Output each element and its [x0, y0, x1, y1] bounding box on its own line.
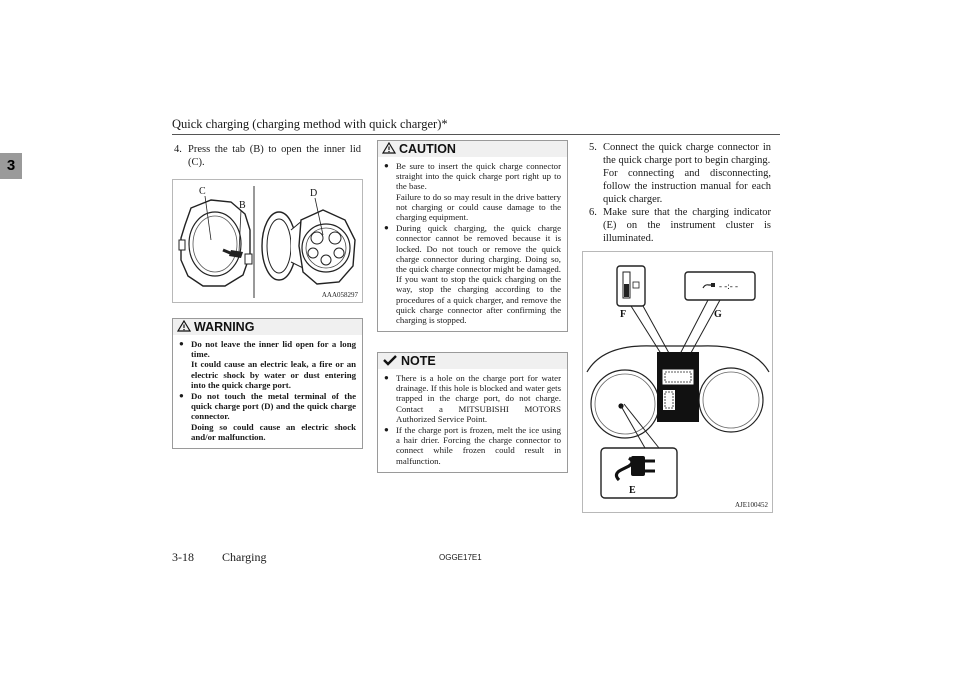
bullet-icon: ●	[384, 223, 389, 233]
label-e: E	[629, 485, 636, 496]
figure-charge-port-lid	[172, 179, 363, 303]
bullet-icon: ●	[384, 373, 389, 382]
caution-header	[378, 141, 567, 157]
chapter-tab: 3	[0, 153, 22, 179]
warning-box	[172, 318, 363, 449]
caution-item-1: ● Be sure to insert the quick charge connector straight into the quick charge port right up to the base. Failure to do so may result in the drive battery not charging or could cause damage to the charging equipment.	[384, 161, 561, 223]
label-b: B	[239, 200, 246, 211]
caution-title: CAUTION	[399, 142, 456, 156]
step-4	[174, 143, 361, 169]
warning-body	[173, 335, 362, 448]
steps-5-6	[589, 141, 771, 245]
figure-code: AJE100452	[734, 501, 768, 509]
bullet-icon: ●	[384, 425, 389, 435]
warning-item-2: ● Do not touch the metal terminal of the quick charge port (D) and the quick charge connector. Doing so could cause an electric shock and/or malfunction.	[179, 391, 356, 442]
warning-title: WARNING	[194, 320, 255, 334]
label-g: G	[714, 309, 722, 320]
warning-triangle-icon	[177, 320, 191, 335]
label-d: D	[310, 188, 318, 199]
note-item-1: ● There is a hole on the charge port for water drainage. If this hole is blocked and water gets trapped in the charge port, do not charge. Contact a MITSUBISHI MOTORS Authorized Service Point.	[384, 373, 561, 424]
caution-box	[377, 140, 568, 332]
cluster-illustration	[583, 252, 772, 512]
caution-item-2: ● During quick charging, the quick charge connector cannot be removed because it is locked. Do not touch or remove the quick charge connector during charging. Doing so, the quick charge connector might be damaged. If you want to stop the quick charging on the way, stop the charging according to the procedures of a quick charger, and remove the quick charge connector after confirming the charging is stopped.	[384, 223, 561, 326]
caution-body	[378, 157, 567, 331]
warning-header	[173, 319, 362, 335]
running-header: Quick charging (charging method with quick charger)*	[172, 117, 448, 131]
step-number: 5.	[589, 142, 597, 153]
step-6	[589, 206, 771, 245]
document-code: OGGE17E1	[439, 553, 482, 562]
label-f: F	[620, 309, 627, 320]
note-header	[378, 353, 567, 369]
caution-triangle-icon	[382, 142, 396, 157]
page-number: 3-18	[172, 550, 194, 564]
charge-port-illustration	[173, 180, 362, 302]
note-box	[377, 352, 568, 473]
note-title: NOTE	[401, 354, 436, 368]
display-text: - -:- -	[719, 281, 738, 291]
figure-instrument-cluster	[582, 251, 773, 513]
step-number: 6.	[589, 207, 597, 218]
label-c: C	[199, 186, 206, 197]
header-rule	[172, 134, 780, 135]
warning-item-1: ● Do not leave the inner lid open for a long time. It could cause an electric leak, a fire or an electric shock by water or dust entering into the quick charge port.	[179, 339, 356, 390]
section-name: Charging	[222, 550, 267, 564]
bullet-icon: ●	[179, 391, 184, 401]
bullet-icon: ●	[179, 339, 184, 348]
note-body	[378, 369, 567, 472]
bullet-icon: ●	[384, 161, 389, 170]
step-text: Make sure that the charging indicator (E) on the instrument cluster is illuminated.	[603, 207, 771, 244]
step-5: 5. Connect the quick charge connector in the quick charge port to begin charging. For connecting and disconnecting, follow the instruction manual for each quick charger.	[589, 142, 771, 205]
figure-code: AAA058297	[321, 291, 358, 299]
note-item-2: ● If the charge port is frozen, melt the ice using a hair drier. Forcing the charge connector to connect while frozen could result in malfunction.	[384, 425, 561, 466]
step-text: Press the tab (B) to open the inner lid (C).	[188, 144, 361, 168]
step-number: 4.	[174, 144, 182, 155]
note-check-icon	[382, 354, 398, 369]
